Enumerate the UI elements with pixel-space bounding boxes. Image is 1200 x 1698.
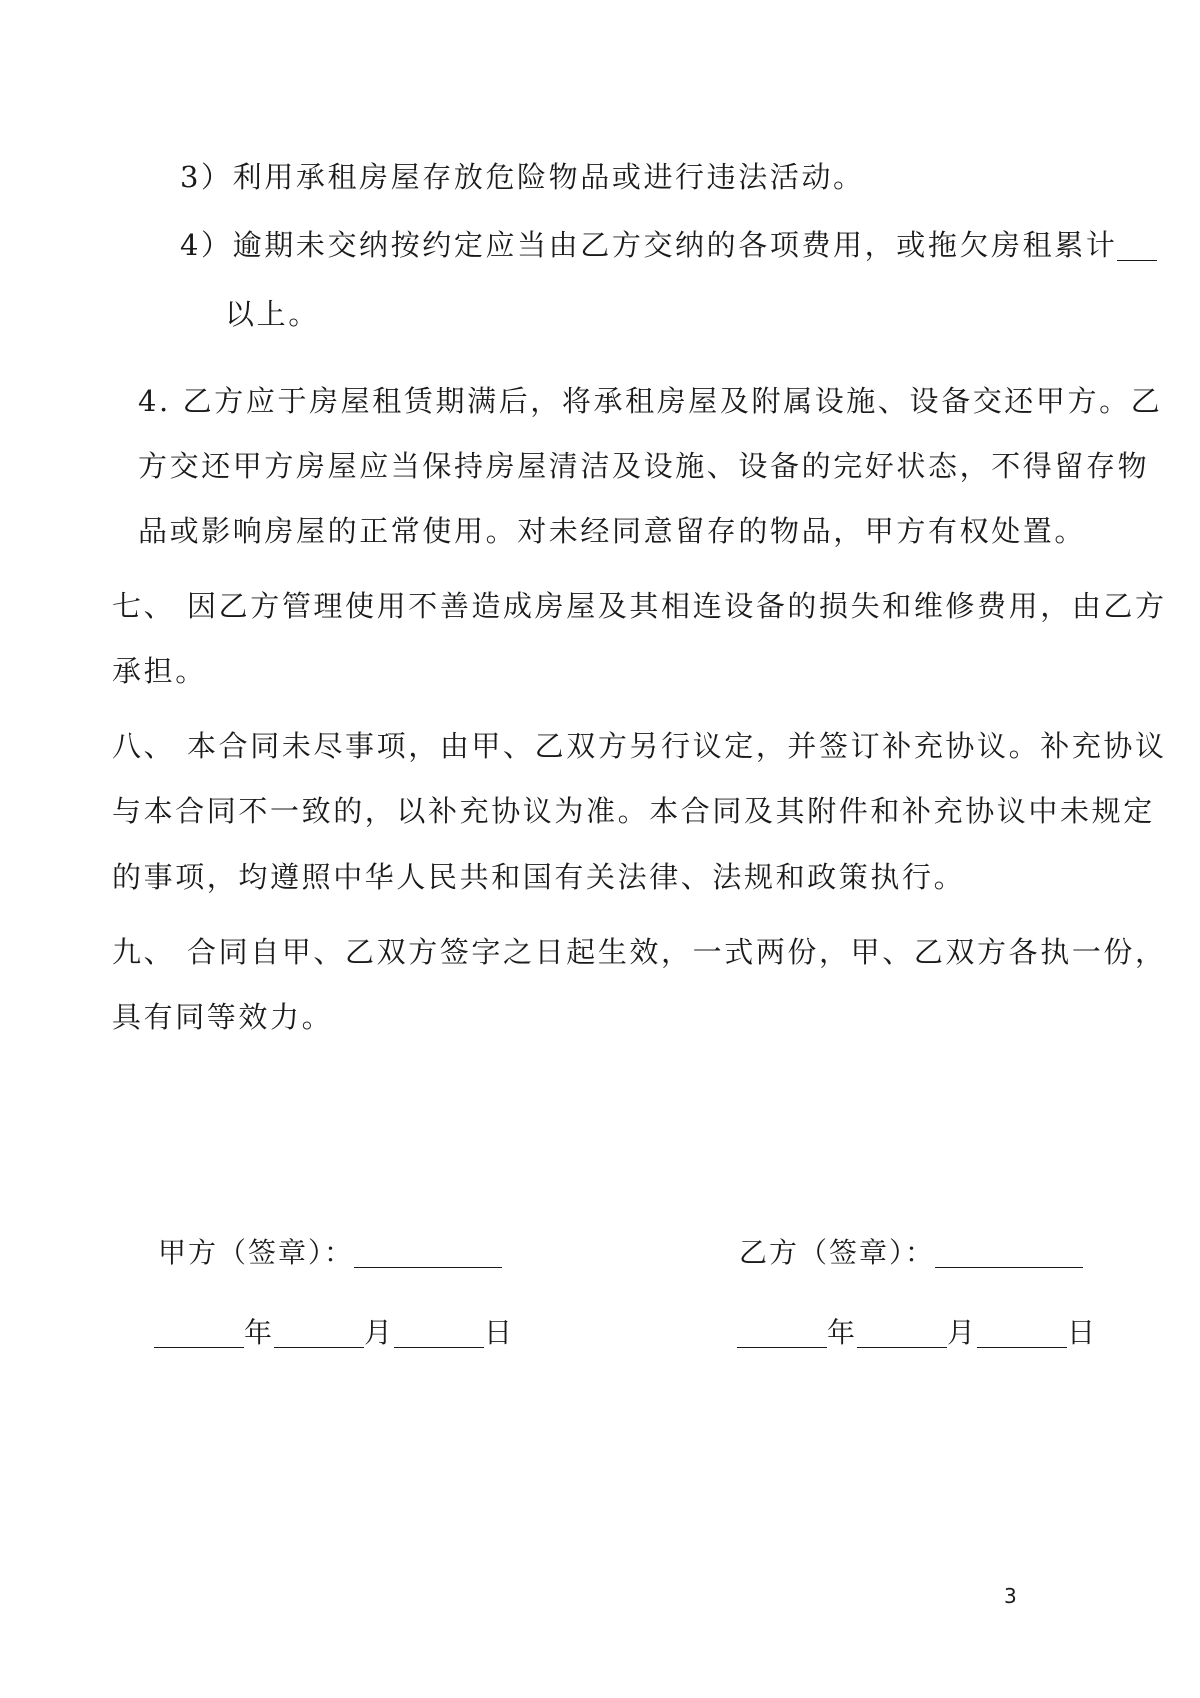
party-a-label: 甲方（签章）： <box>158 1236 355 1269</box>
clause-6-4-line-2: 方交还甲方房屋应当保持房屋清洁及设施、设备的完好状态，不得留存物 <box>138 449 1150 483</box>
party-a-signature <box>158 1233 502 1273</box>
month-label: 月 <box>947 1316 978 1349</box>
day-label: 日 <box>484 1316 515 1349</box>
party-a-signature-blank[interactable] <box>354 1237 502 1268</box>
party-b-day-blank[interactable] <box>977 1317 1067 1348</box>
clause-9-line-2: 具有同等效力。 <box>112 1000 334 1034</box>
blank-line <box>1117 230 1157 261</box>
clause-6-4-line-3: 品或影响房屋的正常使用。对未经同意留存的物品，甲方有权处置。 <box>138 514 1087 548</box>
month-label: 月 <box>364 1316 395 1349</box>
clause-8-line-2: 与本合同不一致的，以补充协议为准。本合同及其附件和补充协议中未规定 <box>112 794 1155 828</box>
clause-6-item-3: 3）利用承租房屋存放危险物品或进行违法活动。 <box>180 160 865 194</box>
party-b-signature-blank[interactable] <box>935 1237 1083 1268</box>
party-b-year-blank[interactable] <box>737 1317 827 1348</box>
page-number: 3 <box>1004 1584 1017 1608</box>
party-a-day-blank[interactable] <box>394 1317 484 1348</box>
party-b-signature <box>739 1233 1083 1273</box>
year-label: 年 <box>827 1316 858 1349</box>
party-b-month-blank[interactable] <box>857 1317 947 1348</box>
party-a-month-blank[interactable] <box>274 1317 364 1348</box>
party-a-year-blank[interactable] <box>154 1317 244 1348</box>
clause-9-line-1: 九、 合同自甲、乙双方签字之日起生效，一式两份，甲、乙双方各执一份， <box>112 935 1167 969</box>
clause-8-line-3: 的事项，均遵照中华人民共和国有关法律、法规和政策执行。 <box>112 860 966 894</box>
clause-7-line-2: 承担。 <box>112 654 207 688</box>
clause-6-item-4-line-1 <box>180 225 1157 265</box>
clause-7-line-1: 七、 因乙方管理使用不善造成房屋及其相连设备的损失和维修费用，由乙方 <box>112 589 1167 623</box>
clause-8-line-1: 八、 本合同未尽事项，由甲、乙双方另行议定，并签订补充协议。补充协议 <box>112 729 1167 763</box>
party-a-date <box>154 1313 514 1353</box>
day-label: 日 <box>1067 1316 1098 1349</box>
party-b-date <box>737 1313 1097 1353</box>
clause-6-item-4-line-2: 以上。 <box>225 297 320 331</box>
year-label: 年 <box>244 1316 275 1349</box>
party-b-label: 乙方（签章）： <box>739 1236 936 1269</box>
clause-6-item-4-text: 4）逾期未交纳按约定应当由乙方交纳的各项费用，或拖欠房租累计 <box>180 228 1118 262</box>
clause-6-4-line-1: 4. 乙方应于房屋租赁期满后，将承租房屋及附属设施、设备交还甲方。乙 <box>138 384 1163 418</box>
